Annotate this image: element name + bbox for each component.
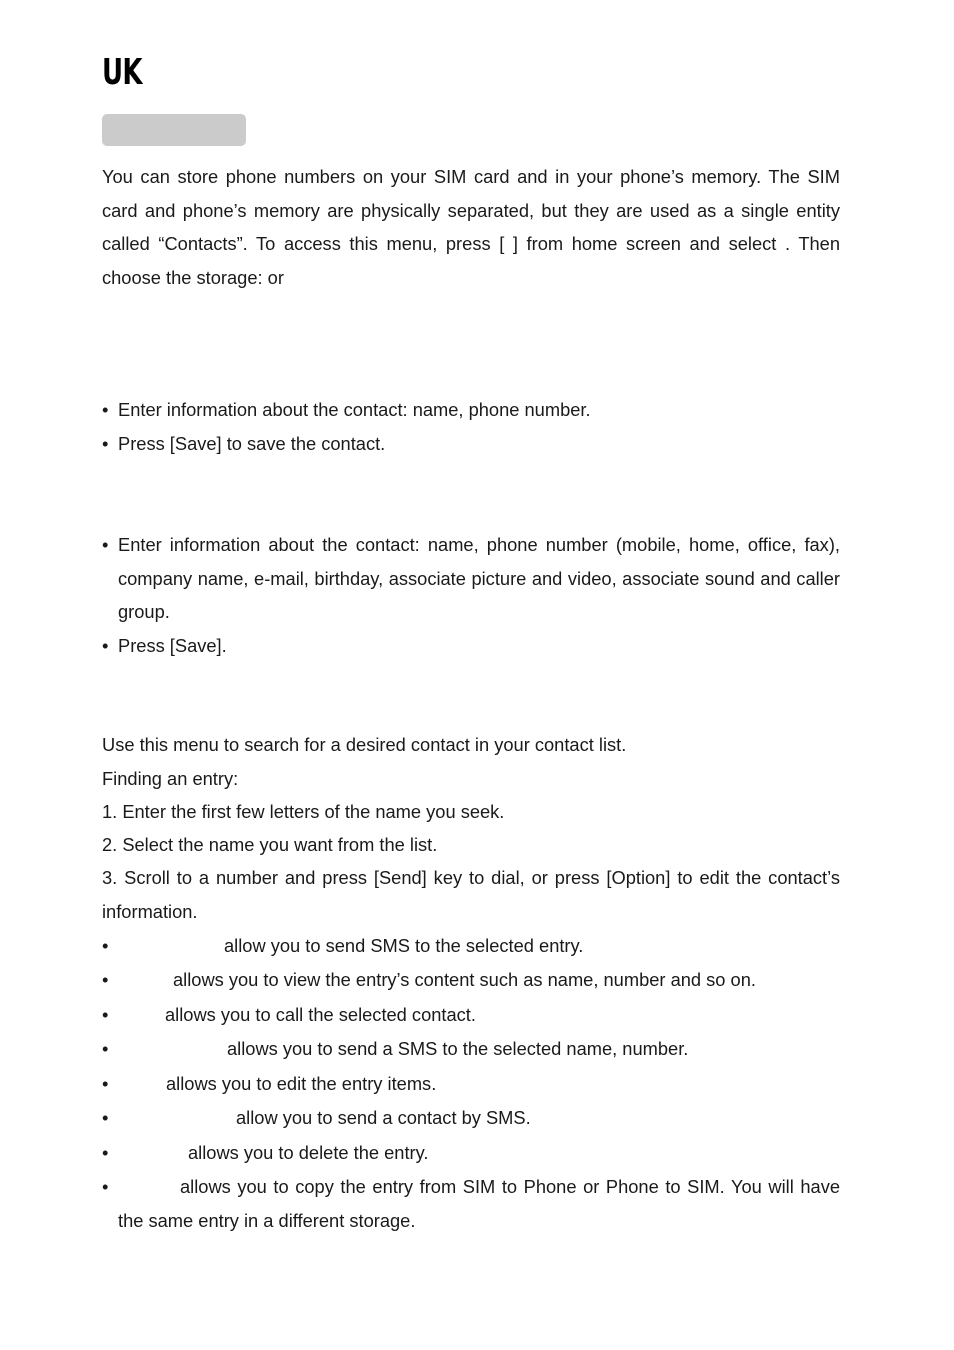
- bullet-dot: •: [102, 635, 109, 656]
- option-view: allows you to view the entry’s content such as name, number and so on.: [173, 969, 756, 990]
- phone-bullet-1: Enter information about the contact: name, phone number (mobile, home, office, fax), company name, e-mail, birthday, associate picture and video, associate sound and caller group.: [118, 534, 840, 622]
- bullet-dot: •: [102, 935, 109, 956]
- option-send-message: allows you to send a SMS to the selected name, number.: [227, 1038, 689, 1059]
- step-3: 3. Scroll to a number and press [Send] key to dial, or press [Option] to edit the contact’s information.: [102, 867, 840, 922]
- page-language-label: UK: [102, 52, 142, 93]
- option-send-contact: allow you to send a contact by SMS.: [236, 1107, 531, 1128]
- bullet-dot: •: [102, 399, 109, 420]
- bullet-dot: •: [102, 1107, 109, 1128]
- step-1: 1. Enter the first few letters of the name you seek.: [102, 801, 505, 822]
- step-2: 2. Select the name you want from the list.: [102, 834, 438, 855]
- option-copy: allows you to copy the entry from SIM to Phone or Phone to SIM. You will have the same entry in a different storage.: [118, 1176, 840, 1231]
- bullet-dot: •: [102, 1142, 109, 1163]
- bullet-dot: •: [102, 1038, 109, 1059]
- finding-label: Finding an entry:: [102, 768, 239, 789]
- section-tab: [102, 114, 246, 146]
- sim-bullet-1: Enter information about the contact: name, phone number.: [118, 399, 591, 420]
- bullet-dot: •: [102, 1004, 109, 1025]
- option-send-sms: allow you to send SMS to the selected entry.: [224, 935, 584, 956]
- bullet-dot: •: [102, 534, 109, 555]
- sim-bullet-2: Press [Save] to save the contact.: [118, 433, 386, 454]
- bullet-dot: •: [102, 1073, 109, 1094]
- option-call: allows you to call the selected contact.: [165, 1004, 476, 1025]
- bullet-dot: •: [102, 433, 109, 454]
- bullet-dot: •: [102, 1176, 109, 1197]
- option-delete: allows you to delete the entry.: [188, 1142, 429, 1163]
- intro-paragraph: You can store phone numbers on your SIM card and in your phone’s memory. The SIM card and phone’s memory are physically separated, but they are used as a single entity called “Contacts”. To access this menu, press [ ] from home screen and select . Then choose the storage: or: [102, 166, 840, 288]
- search-intro: Use this menu to search for a desired contact in your contact list.: [102, 734, 627, 755]
- bullet-dot: •: [102, 969, 109, 990]
- option-edit: allows you to edit the entry items.: [166, 1073, 437, 1094]
- phone-bullet-2: Press [Save].: [118, 635, 227, 656]
